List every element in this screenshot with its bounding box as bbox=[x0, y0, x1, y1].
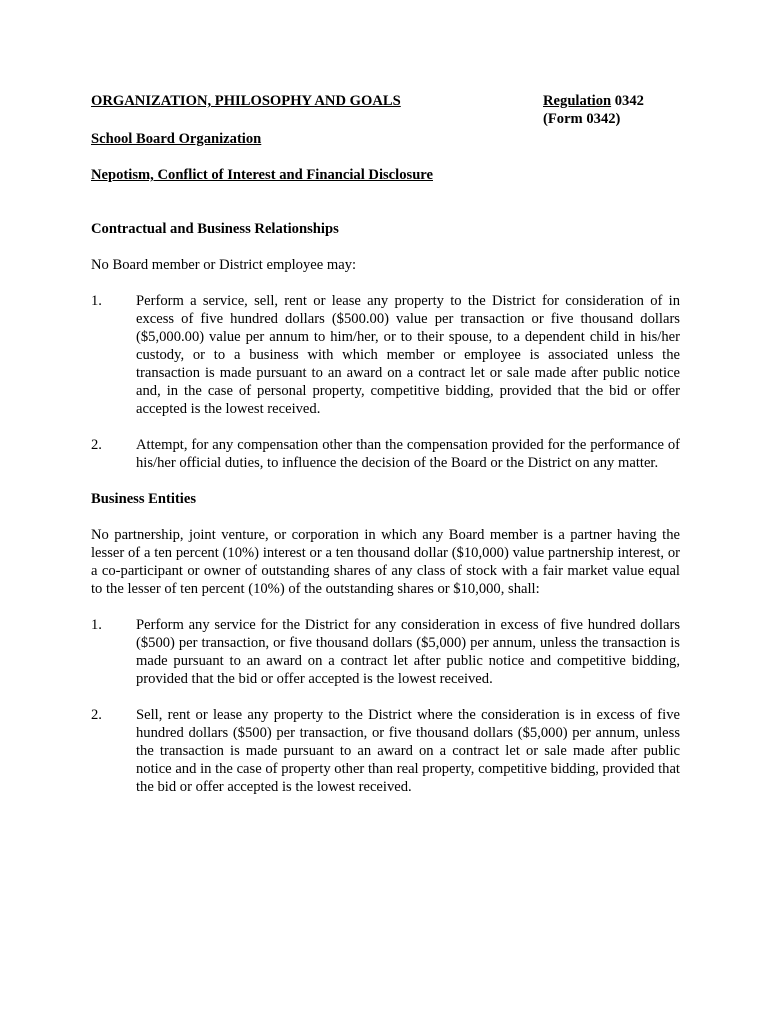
subheading-policy-title: Nepotism, Conflict of Interest and Financial Disclosure bbox=[91, 167, 433, 183]
list-number: 1. bbox=[91, 293, 102, 309]
list-text: Perform a service, sell, rent or lease any property to the District for consideration of in excess of five hundred dollars ($500.00) value per transaction or five thousand dollars ($5,000.00) value per annum to him/her, or to their spouse, to a dependent child in his/her custody, or to a business with which member or employee is associated unless the transaction is made pursuant to an award on a contract let or sale made after public notice and, in the case of personal property, competitive bidding, provided that the bid or offer accepted is the lowest received. bbox=[136, 293, 680, 417]
document-page bbox=[91, 92, 680, 796]
regulation-line bbox=[543, 92, 644, 110]
list-number: 1. bbox=[91, 617, 102, 633]
list-number: 2. bbox=[91, 437, 102, 453]
section-title-contractual: Contractual and Business Relationships bbox=[91, 221, 339, 237]
list-text: Sell, rent or lease any property to the District where the consideration is in excess of five hundred dollars ($500) per transaction, or five thousand dollars ($5,000) per annum, unless the transaction is made pursuant to an award on a contract let or sale made after public notice and in the case of property other than real property, competitive bidding, provided that the bid or offer accepted is the lowest received. bbox=[136, 707, 680, 795]
business-intro: No partnership, joint venture, or corporation in which any Board member is a partner having the lesser of a ten percent (10%) interest or a ten thousand dollar ($10,000) value partnership interest, or a co-participant or owner of outstanding shares of any class of stock with a fair market value equal to the lesser of ten percent (10%) of the outstanding shares or $10,000, shall: bbox=[91, 527, 680, 597]
list-item bbox=[91, 436, 680, 472]
subheading-board-organization: School Board Organization bbox=[91, 131, 262, 147]
list-text: Attempt, for any compensation other than the compensation provided for the performance of his/her official duties, to influence the decision of the Board or the District on any matter. bbox=[136, 437, 680, 471]
document-header bbox=[91, 92, 680, 132]
list-item bbox=[91, 292, 680, 418]
list-item bbox=[91, 616, 680, 688]
section-heading: ORGANIZATION, PHILOSOPHY AND GOALS bbox=[91, 93, 401, 109]
regulation-label: Regulation bbox=[543, 93, 612, 109]
regulation-reference bbox=[543, 92, 644, 128]
contractual-intro: No Board member or District employee may: bbox=[91, 257, 357, 273]
section-title-business: Business Entities bbox=[91, 491, 197, 507]
list-text: Perform any service for the District for any consideration in excess of five hundred dollars ($500) per transaction, or five thousand dollars ($5,000) per annum, unless the transaction is made pursuant to an award on a contract let after public notice and competitive bidding, provided that the bid or offer accepted is the lowest received. bbox=[136, 617, 680, 687]
form-reference: (Form 0342) bbox=[543, 111, 621, 127]
list-number: 2. bbox=[91, 707, 102, 723]
list-item bbox=[91, 706, 680, 796]
regulation-number: 0342 bbox=[611, 93, 644, 109]
